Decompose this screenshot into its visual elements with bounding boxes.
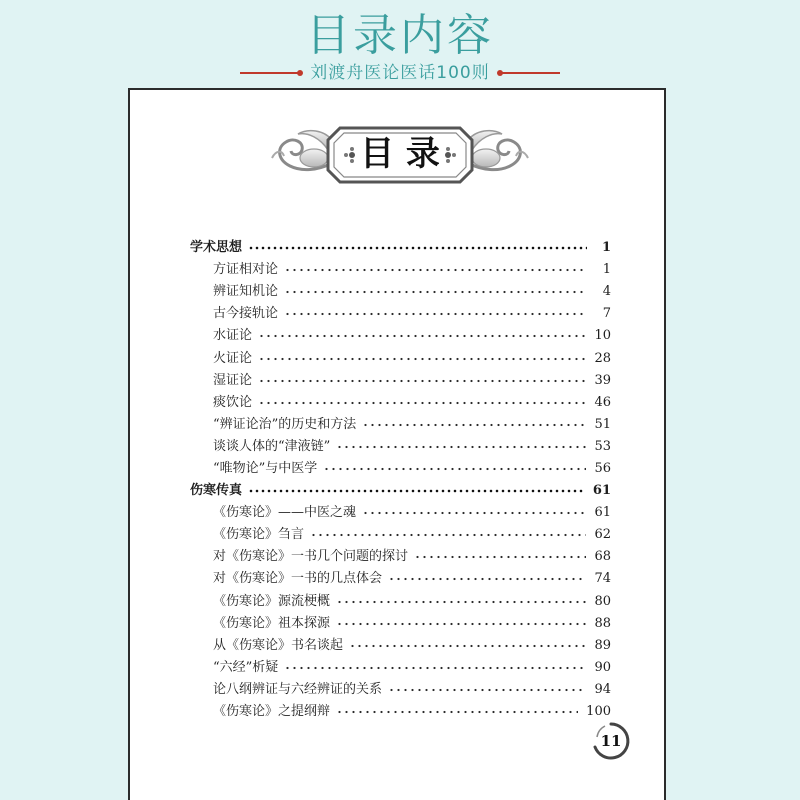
page-heading: 目 录 (360, 134, 440, 174)
banner-title: 目录内容 (306, 10, 494, 61)
toc-entry-page: 28 (594, 350, 611, 366)
dot-leader (323, 466, 586, 472)
toc-entry-page: 100 (586, 704, 611, 720)
toc-item-row (190, 392, 611, 414)
toc-item-row (190, 436, 611, 458)
toc-item-row (190, 524, 611, 546)
toc-entry-page: 53 (594, 438, 611, 454)
toc-entry-title: 伤寒传真 (190, 483, 243, 499)
dot-leader (310, 532, 586, 538)
toc-entry-page: 1 (602, 262, 611, 278)
toc-item-row (190, 613, 611, 635)
toc-entry-title: 从《伤寒论》书名谈起 (213, 637, 344, 653)
toc-entry-page: 68 (594, 549, 611, 565)
toc-entry-title: 痰饮论 (213, 394, 253, 410)
dot-leader (349, 643, 586, 649)
toc-entry-title: 论八纲辨证与六经辨证的关系 (213, 681, 383, 697)
toc-entry-title: 方证相对论 (213, 262, 279, 278)
toc-entry-title: 谈谈人体的“津液链” (213, 438, 331, 454)
toc-entry-page: 7 (602, 306, 611, 322)
toc-entry-title: 《伤寒论》源流梗概 (213, 593, 331, 609)
toc-item-row (190, 679, 611, 701)
banner-subtitle-block (0, 60, 800, 86)
dot-leader (336, 709, 578, 715)
dot-leader (284, 289, 587, 295)
toc-entry-title: “唯物论”与中医学 (213, 460, 318, 476)
dot-leader (362, 422, 586, 428)
toc-item-row (190, 303, 611, 325)
toc-entry-page: 74 (594, 571, 611, 587)
toc-entry-page: 10 (594, 328, 611, 344)
toc-entry-title: 《伤寒论》——中医之魂 (213, 505, 357, 521)
toc-item-row (190, 370, 611, 392)
toc-item-row (190, 259, 611, 281)
toc-entry-page: 56 (594, 460, 611, 476)
toc-item-row (190, 568, 611, 590)
dot-leader (248, 245, 587, 251)
table-of-contents (190, 237, 611, 723)
right-red-rule (500, 72, 560, 74)
toc-item-row (190, 591, 611, 613)
dot-leader (336, 621, 586, 627)
toc-item-row (190, 458, 611, 480)
page-number: 11 (600, 732, 622, 750)
dot-leader (336, 599, 586, 605)
toc-item-row (190, 414, 611, 436)
toc-entry-page: 94 (594, 681, 611, 697)
banner-subtitle: 刘渡舟医论医话100则 (310, 63, 490, 83)
toc-entry-page: 90 (594, 659, 611, 675)
dot-leader (284, 665, 586, 671)
toc-item-row (190, 502, 611, 524)
toc-entry-page: 88 (594, 615, 611, 631)
toc-entry-page: 80 (594, 593, 611, 609)
toc-entry-page: 4 (602, 284, 611, 300)
toc-entry-page: 89 (594, 637, 611, 653)
toc-entry-title: 水证论 (213, 328, 253, 344)
toc-entry-title: 对《伤寒论》一书的几点体会 (213, 571, 383, 587)
toc-entry-title: 湿证论 (213, 372, 253, 388)
dot-leader (258, 356, 586, 362)
dot-leader (248, 488, 585, 494)
dot-leader (336, 444, 586, 450)
toc-entry-title: 辨证知机论 (213, 284, 279, 300)
toc-entry-title: 古今接轨论 (213, 306, 279, 322)
toc-section-row (190, 480, 611, 502)
toc-entry-page: 61 (592, 483, 611, 499)
toc-entry-page: 51 (594, 416, 611, 432)
toc-entry-page: 62 (594, 527, 611, 543)
dot-leader (258, 333, 586, 339)
toc-entry-page: 39 (594, 372, 611, 388)
toc-entry-title: 学术思想 (190, 240, 243, 256)
toc-item-row (190, 325, 611, 347)
dot-leader (388, 687, 586, 693)
dot-leader (388, 576, 586, 582)
toc-item-row (190, 546, 611, 568)
toc-entry-page: 46 (594, 394, 611, 410)
toc-section-row (190, 237, 611, 259)
toc-item-row (190, 657, 611, 679)
page-number-badge (590, 720, 632, 762)
toc-item-row (190, 701, 611, 723)
dot-leader (414, 554, 586, 560)
toc-entry-title: “六经”析疑 (213, 659, 279, 675)
dot-leader (362, 510, 586, 516)
toc-entry-title: 火证论 (213, 350, 253, 366)
toc-item-row (190, 281, 611, 303)
dot-leader (284, 267, 587, 273)
toc-entry-title: 《伤寒论》刍言 (213, 527, 305, 543)
toc-entry-page: 1 (601, 240, 611, 256)
toc-item-row (190, 635, 611, 657)
dot-leader (284, 311, 587, 317)
dot-leader (258, 400, 586, 406)
toc-entry-title: 《伤寒论》之提纲辩 (213, 704, 331, 720)
toc-entry-title: 对《伤寒论》一书几个问题的探讨 (213, 549, 409, 565)
toc-item-row (190, 347, 611, 369)
dot-leader (258, 378, 586, 384)
toc-entry-title: 《伤寒论》祖本探源 (213, 615, 331, 631)
toc-entry-title: “辨证论治”的历史和方法 (213, 416, 357, 432)
toc-entry-page: 61 (594, 505, 611, 521)
